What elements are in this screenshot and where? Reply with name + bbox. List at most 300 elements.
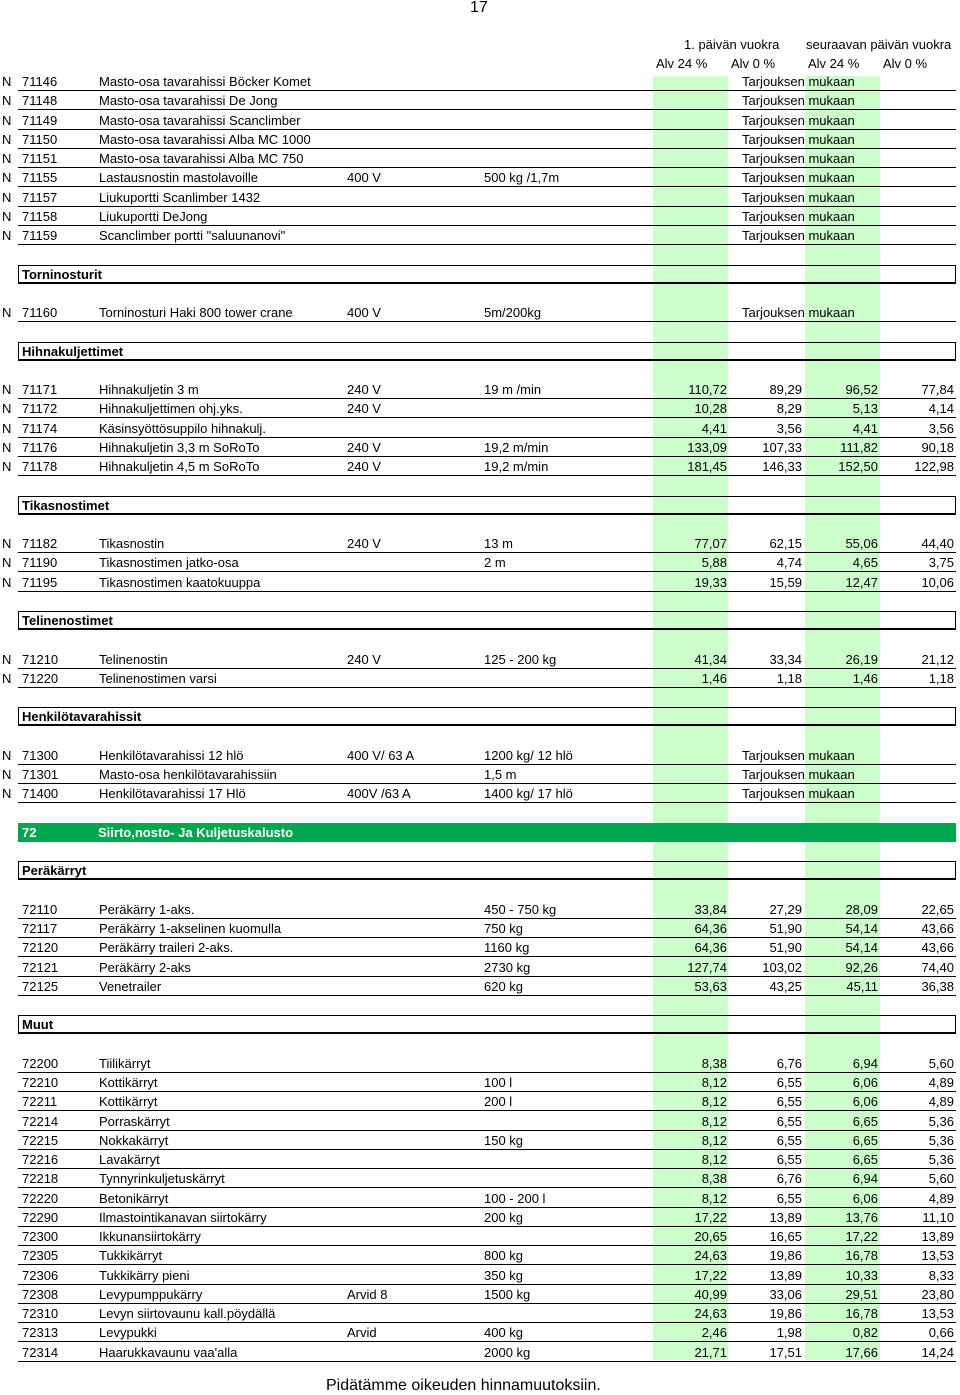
row-price-1: 181,45 [687,459,727,474]
row-price-1: 21,71 [694,1344,727,1360]
row-code: 72215 [22,1132,59,1148]
row-capacity: 19,2 m/min [484,439,549,455]
row-name: Telinenostimen varsi [99,670,217,686]
row-price-4: 4,89 [928,1190,954,1206]
table-row [0,168,960,187]
row-price-4: 5,60 [928,1171,954,1187]
page-number: 17 [470,0,488,16]
row-price-1: 8,38 [701,1171,727,1187]
section-title: Henkilötavarahissit [22,709,142,725]
row-price-1: 33,84 [694,901,727,917]
section-header [18,342,956,361]
row-offer-note: Tarjouksen mukaan [742,305,855,320]
row-voltage: 240 V [347,382,381,397]
row-code: 72121 [22,959,59,975]
row-capacity: 5m/200kg [484,305,542,320]
row-prefix: N [2,439,12,455]
row-price-1: 40,99 [694,1286,727,1302]
row-price-4: 5,36 [928,1132,954,1148]
row-price-3: 6,06 [852,1075,878,1090]
table-row [0,457,960,476]
row-offer-note: Tarjouksen mukaan [742,747,855,763]
row-price-4: 13,89 [921,1229,954,1244]
row-voltage: 240 V [347,651,381,667]
row-name: Lavakärryt [99,1152,160,1167]
row-price-2: 6,55 [776,1152,802,1167]
row-price-2: 6,76 [776,1055,802,1071]
row-price-3: 6,65 [852,1132,878,1148]
row-name: Masto-osa henkilötavarahissiin [99,767,277,782]
table-row [0,226,960,245]
row-voltage: 400 V/ 63 A [347,747,415,763]
header-vat-2: Alv 0 % [731,56,776,71]
table-row [0,1112,960,1131]
row-price-4: 1,18 [928,670,954,686]
row-offer-note: Tarjouksen mukaan [742,74,855,89]
row-code: 72125 [22,978,59,994]
category-title: Siirto,nosto- Ja Kuljetuskalusto [98,824,294,840]
row-offer-note: Tarjouksen mukaan [742,112,855,128]
row-code: 71178 [22,459,58,474]
table-row [0,1285,960,1304]
row-prefix: N [2,747,12,763]
row-voltage: Arvid [347,1325,377,1341]
row-price-3: 55,06 [845,536,878,551]
row-prefix: N [2,93,12,109]
table-row [0,534,960,553]
row-prefix: N [2,420,12,436]
table-row [0,977,960,996]
row-price-3: 54,14 [845,921,878,936]
row-price-1: 17,22 [694,1209,727,1225]
row-price-1: 8,12 [701,1075,727,1090]
row-code: 72120 [22,940,59,956]
table-row [0,1343,960,1362]
row-price-2: 6,55 [776,1190,802,1206]
row-name: Masto-osa tavarahissi Alba MC 1000 [99,131,311,147]
row-code: 71182 [22,536,58,551]
row-price-2: 6,55 [776,1132,802,1148]
row-code: 71210 [22,651,59,667]
row-code: 71149 [22,112,58,128]
row-prefix: N [2,151,12,166]
row-price-1: 2,46 [701,1325,727,1341]
row-price-4: 23,80 [921,1286,954,1302]
row-code: 71157 [22,189,58,205]
table-row [0,1266,960,1285]
row-voltage: Arvid 8 [347,1286,388,1302]
table-row [0,380,960,399]
row-name: Liukuportti Scanlimber 1432 [99,189,261,205]
row-price-2: 13,89 [769,1267,802,1283]
table-row [0,72,960,91]
row-capacity: 500 kg /1,7m [484,170,560,186]
row-capacity: 13 m [484,536,513,551]
row-offer-note: Tarjouksen mukaan [742,208,855,224]
row-offer-note: Tarjouksen mukaan [742,170,855,186]
row-price-3: 6,94 [852,1171,878,1187]
row-price-4: 5,36 [928,1113,954,1129]
row-price-4: 5,60 [928,1055,954,1071]
row-price-1: 77,07 [694,536,727,551]
row-code: 72220 [22,1190,59,1206]
row-price-4: 14,24 [921,1344,954,1360]
row-name: Telinenostin [99,651,168,667]
row-name: Levyn siirtovaunu kall.pöydällä [99,1306,276,1321]
row-price-3: 0,82 [852,1325,878,1341]
row-code: 72210 [22,1075,59,1090]
row-offer-note: Tarjouksen mukaan [742,93,855,109]
row-prefix: N [2,189,12,205]
row-price-1: 19,33 [694,574,727,590]
table-row [0,784,960,803]
row-prefix: N [2,131,12,147]
row-capacity: 19 m /min [484,382,542,397]
category-code: 72 [22,824,37,840]
row-prefix: N [2,208,12,224]
row-price-1: 8,12 [701,1094,727,1110]
section-title: Muut [22,1017,54,1033]
row-price-1: 53,63 [694,978,727,994]
row-price-2: 62,15 [769,536,802,551]
row-voltage: 240 V [347,439,381,455]
row-code: 71300 [22,747,59,763]
table-row [0,303,960,322]
row-name: Lastausnostin mastolavoille [99,170,258,186]
row-code: 71195 [22,574,58,590]
table-row [0,573,960,592]
row-price-1: 64,36 [694,921,727,936]
row-name: Hihnakuljetin 4,5 m SoRoTo [99,459,260,474]
row-offer-note: Tarjouksen mukaan [742,151,855,166]
row-price-1: 8,12 [701,1113,727,1129]
row-capacity: 1,5 m [484,767,517,782]
row-price-3: 26,19 [845,651,878,667]
row-name: Levypumppukärry [99,1286,203,1302]
row-price-4: 21,12 [921,651,954,667]
row-code: 71155 [22,170,58,186]
row-price-3: 96,52 [845,382,878,397]
row-name: Tukkikärry pieni [99,1267,190,1283]
row-prefix: N [2,401,12,417]
row-price-3: 6,65 [852,1152,878,1167]
row-capacity: 2000 kg [484,1344,531,1360]
table-row [0,1323,960,1342]
row-capacity: 1400 kg/ 17 hlö [484,786,573,802]
row-price-3: 12,47 [845,574,878,590]
row-name: Torninosturi Haki 800 tower crane [99,305,293,320]
row-price-2: 43,25 [769,978,802,994]
row-price-2: 146,33 [762,459,802,474]
row-code: 72211 [22,1094,58,1110]
row-price-2: 103,02 [762,959,802,975]
row-code: 72314 [22,1344,59,1360]
row-price-1: 20,65 [694,1229,727,1244]
row-capacity: 100 - 200 l [484,1190,546,1206]
row-name: Masto-osa tavarahissi Alba MC 750 [99,151,304,166]
row-price-2: 19,86 [769,1248,802,1264]
row-offer-note: Tarjouksen mukaan [742,767,855,782]
row-price-4: 90,18 [921,439,954,455]
row-price-3: 4,41 [852,420,878,436]
row-name: Tikasnostimen kaatokuuppa [99,574,261,590]
row-price-3: 16,78 [845,1248,878,1264]
row-capacity: 125 - 200 kg [484,651,557,667]
row-price-1: 41,34 [694,651,727,667]
row-price-1: 8,12 [701,1190,727,1206]
row-price-1: 133,09 [687,439,727,455]
section-title: Torninosturit [22,266,102,282]
row-price-2: 19,86 [769,1306,802,1321]
table-row [0,438,960,457]
row-name: Tynnyrinkuljetuskärryt [99,1171,225,1187]
row-voltage: 240 V [347,459,381,474]
row-price-3: 13,76 [845,1209,878,1225]
row-code: 72110 [22,901,58,917]
row-underline [18,802,956,803]
row-prefix: N [2,555,12,571]
row-price-3: 17,66 [845,1344,878,1360]
row-capacity: 150 kg [484,1132,524,1148]
row-capacity: 200 l [484,1094,513,1110]
row-price-3: 6,65 [852,1113,878,1129]
row-price-3: 6,94 [852,1055,878,1071]
row-capacity: 1200 kg/ 12 hlö [484,747,573,763]
row-price-2: 107,33 [762,439,802,455]
row-name: Porraskärryt [99,1113,170,1129]
row-price-1: 8,12 [701,1152,727,1167]
row-code: 72306 [22,1267,59,1283]
row-price-1: 8,12 [701,1132,727,1148]
table-row [0,1054,960,1073]
row-name: Henkilötavarahissi 17 Hlö [99,786,246,802]
section-title: Hihnakuljettimet [22,343,124,359]
row-capacity: 100 l [484,1075,513,1090]
row-prefix: N [2,536,12,551]
row-code: 72305 [22,1248,59,1264]
row-capacity: 750 kg [484,921,524,936]
row-code: 71148 [22,93,58,109]
row-capacity: 1160 kg [484,940,530,956]
row-name: Tiilikärryt [99,1055,151,1071]
row-prefix: N [2,786,12,802]
table-row [0,1073,960,1092]
row-code: 72218 [22,1171,59,1187]
row-price-3: 16,78 [845,1306,878,1321]
row-name: Hihnakuljetin 3,3 m SoRoTo [99,439,260,455]
row-underline [18,321,956,322]
row-voltage: 240 V [347,536,381,551]
row-price-2: 1,18 [776,670,802,686]
row-code: 71190 [22,555,58,571]
row-voltage: 400 V [347,170,381,186]
row-capacity: 400 kg [484,1325,524,1341]
row-prefix: N [2,574,12,590]
row-prefix: N [2,228,12,243]
row-name: Levypukki [99,1325,157,1341]
row-code: 71160 [22,305,58,320]
row-prefix: N [2,670,12,686]
row-price-1: 24,63 [694,1306,727,1321]
row-code: 71176 [22,439,58,455]
row-prefix: N [2,651,12,667]
row-name: Venetrailer [99,978,162,994]
row-name: Käsinsyöttösuppilo hihnakulj. [99,420,266,436]
row-price-4: 74,40 [921,959,954,975]
table-row [0,1169,960,1188]
section-title: Peräkärryt [22,863,87,879]
section-header [18,611,956,630]
row-code: 71150 [22,131,58,147]
table-row [0,1189,960,1208]
row-underline [18,1361,956,1362]
row-offer-note: Tarjouksen mukaan [742,189,855,205]
row-capacity: 620 kg [484,978,524,994]
row-name: Peräkärry 1-akselinen kuomulla [99,921,282,936]
row-price-4: 36,38 [921,978,954,994]
header-next-day: seuraavan päivän vuokra [806,37,952,52]
section-title: Tikasnostimet [22,497,110,513]
table-row [0,1246,960,1265]
row-name: Henkilötavarahissi 12 hlö [99,747,244,763]
row-price-2: 3,56 [776,420,802,436]
row-code: 71159 [22,228,58,243]
row-prefix: N [2,459,12,474]
table-row [0,669,960,688]
row-code: 72200 [22,1055,59,1071]
table-row [0,919,960,938]
section-header [18,707,956,726]
row-code: 71220 [22,670,59,686]
row-name: Nokkakärryt [99,1132,169,1148]
row-voltage: 400 V [347,305,381,320]
row-capacity: 450 - 750 kg [484,901,557,917]
row-prefix: N [2,170,12,186]
row-price-4: 4,89 [928,1094,954,1110]
table-row [0,419,960,438]
row-price-4: 11,10 [922,1209,954,1225]
row-price-1: 17,22 [694,1267,727,1283]
row-price-4: 4,89 [928,1075,954,1090]
row-price-2: 89,29 [769,382,802,397]
row-prefix: N [2,74,12,89]
row-price-4: 43,66 [921,921,954,936]
row-price-3: 5,13 [852,401,878,417]
table-row [0,650,960,669]
row-price-3: 54,14 [845,940,878,956]
row-capacity: 350 kg [484,1267,524,1283]
row-code: 72290 [22,1209,59,1225]
header-vat-1: Alv 24 % [656,56,708,71]
table-row [0,1208,960,1227]
row-price-3: 29,51 [845,1286,878,1302]
row-price-3: 4,65 [852,555,878,571]
row-price-1: 24,63 [694,1248,727,1264]
row-price-3: 10,33 [845,1267,878,1283]
row-name: Tikasnostimen jatko-osa [99,555,239,571]
table-row [0,958,960,977]
row-price-3: 6,06 [852,1190,878,1206]
row-price-4: 43,66 [921,940,954,956]
row-price-2: 51,90 [769,921,802,936]
footer-note: Pidätämme oikeuden hinnamuutoksiin. [326,1377,601,1394]
row-code: 71146 [22,74,58,89]
row-price-4: 0,66 [928,1325,954,1341]
row-code: 72117 [22,921,58,936]
row-name: Tukkikärryt [99,1248,163,1264]
row-price-4: 77,84 [921,382,954,397]
row-price-4: 13,53 [921,1248,954,1264]
row-price-1: 127,74 [687,959,727,975]
row-prefix: N [2,112,12,128]
row-price-4: 22,65 [921,901,954,917]
row-price-2: 6,55 [776,1113,802,1129]
row-name: Peräkärry traileri 2-aks. [99,940,234,956]
row-name: Kottikärryt [99,1094,158,1110]
table-row [0,1131,960,1150]
row-price-2: 15,59 [769,574,802,590]
section-header [18,496,956,515]
row-code: 71301 [22,767,59,782]
table-row [0,130,960,149]
table-row [0,188,960,207]
row-voltage: 400V /63 A [347,786,411,802]
row-offer-note: Tarjouksen mukaan [742,786,855,802]
row-price-4: 44,40 [921,536,954,551]
row-code: 71172 [22,401,58,417]
header-vat-3: Alv 24 % [808,56,860,71]
row-price-3: 1,46 [852,670,878,686]
row-code: 72313 [22,1325,59,1341]
row-price-1: 8,38 [701,1055,727,1071]
row-prefix: N [2,382,12,397]
row-price-1: 1,46 [701,670,727,686]
table-row [0,207,960,226]
row-underline [18,591,956,592]
table-row [0,1227,960,1246]
row-price-1: 4,41 [701,420,727,436]
row-price-2: 6,55 [776,1094,802,1110]
row-price-2: 8,29 [776,401,802,417]
row-price-2: 6,55 [776,1075,802,1090]
row-code: 71174 [22,420,58,436]
row-name: Peräkärry 2-aks [99,959,191,975]
row-prefix: N [2,767,12,782]
row-offer-note: Tarjouksen mukaan [742,131,855,147]
row-underline [18,244,956,245]
row-name: Ilmastointikanavan siirtokärry [99,1209,267,1225]
row-capacity: 200 kg [484,1209,524,1225]
row-name: Scanclimber portti "saluunanovi" [99,228,286,243]
row-prefix: N [2,305,12,320]
table-row [0,938,960,957]
row-voltage: 240 V [347,401,381,417]
row-price-2: 17,51 [769,1344,802,1360]
row-price-2: 6,76 [776,1171,802,1187]
row-price-4: 4,14 [928,401,954,417]
row-capacity: 800 kg [484,1248,524,1264]
row-price-2: 1,98 [776,1325,802,1341]
row-code: 72216 [22,1152,59,1167]
row-price-4: 13,53 [921,1306,954,1321]
row-price-4: 8,33 [928,1267,954,1283]
row-code: 72310 [22,1306,59,1321]
section-title: Telinenostimet [22,613,113,628]
row-name: Ikkunansiirtokärry [99,1229,201,1244]
row-price-3: 28,09 [845,901,878,917]
row-price-4: 3,56 [928,420,954,436]
row-price-2: 51,90 [769,940,802,956]
